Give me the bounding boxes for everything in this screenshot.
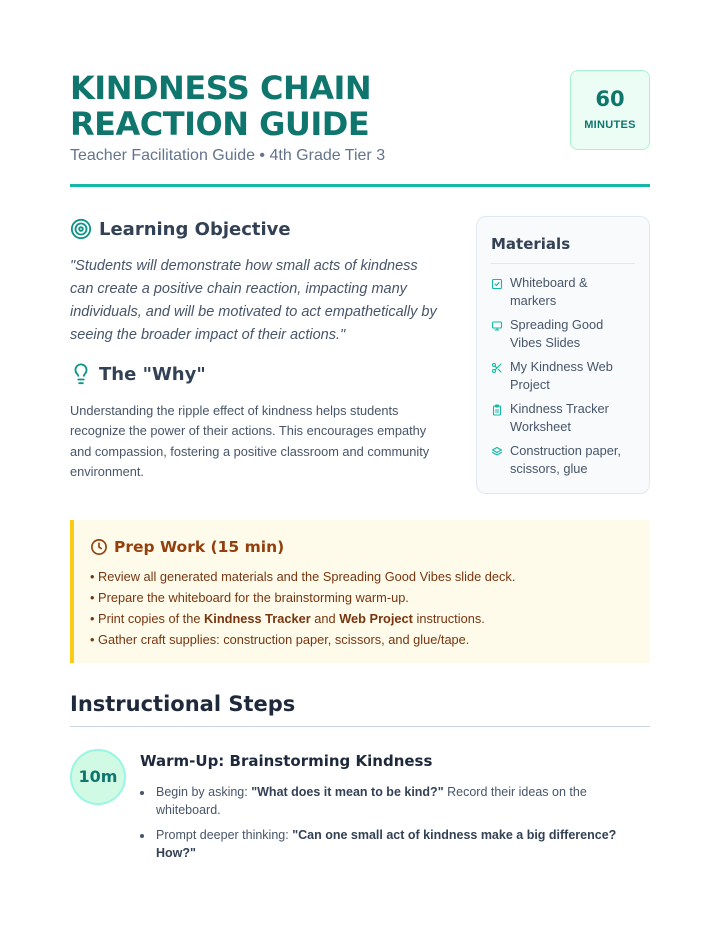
instruction-divider [70, 726, 650, 727]
step-bullet-bold: "What does it mean to be kind?" [251, 785, 444, 799]
material-item [491, 358, 635, 394]
objective-heading-row [70, 216, 442, 242]
guide-header [70, 70, 650, 186]
step-title: Warm-Up: Brainstorming Kindness [140, 752, 433, 770]
material-label: Spreading Good Vibes Slides [510, 317, 604, 350]
objective-text: "Students will demonstrate how small acts of kindness can create a positive chain reaction, impacting many individuals, and will be motivated to act empathetically by seeing the broader impact of their actions." [70, 258, 437, 343]
duration-badge [570, 70, 650, 150]
prep-work-callout [70, 520, 650, 663]
material-label: Kindness Tracker Worksheet [510, 401, 609, 434]
why-heading: The "Why" [99, 363, 206, 385]
objective-heading: Learning Objective [99, 218, 291, 240]
prep-item [90, 587, 650, 608]
step-bullet-text: Prompt deeper thinking: [156, 828, 293, 842]
scissors-icon [491, 362, 503, 374]
materials-divider [491, 263, 635, 264]
material-item [491, 316, 635, 352]
step-bullet-bold: "Can one small act of kindness make a big difference? How?" [156, 828, 617, 860]
materials-list [491, 274, 635, 478]
prep-item-text: and [310, 611, 340, 626]
page-subtitle: Teacher Facilitation Guide • 4th Grade Tier 3 [70, 147, 386, 164]
prep-heading: Prep Work (15 min) [114, 538, 285, 556]
header-divider [70, 184, 650, 187]
step-bullet [154, 826, 640, 862]
prep-item-text: • Print copies of the [90, 611, 205, 626]
prep-item-text: instructions. [412, 611, 485, 626]
prep-item-text: • Prepare the whiteboard for the brainstorming warm-up. [90, 590, 409, 605]
prep-item-text: • Review all generated materials and the Spreading Good Vibes slide deck. [90, 569, 516, 584]
instruction-heading: Instructional Steps [70, 692, 296, 716]
prep-item [90, 608, 650, 629]
why-heading-row [70, 361, 442, 387]
materials-card [476, 216, 650, 494]
prep-item-bold: Kindness Tracker [204, 611, 311, 626]
page-title: KINDNESS CHAIN REACTION GUIDE [70, 69, 372, 143]
material-item [491, 274, 635, 310]
prep-item-text: • Gather craft supplies: construction paper, scissors, and glue/tape. [90, 632, 470, 647]
lightbulb-icon [70, 363, 92, 385]
prep-heading-row [90, 538, 650, 556]
material-item [491, 442, 635, 478]
material-label: Construction paper, scissors, glue [510, 443, 621, 476]
material-item [491, 400, 635, 436]
step-bullet-text: Begin by asking: [156, 785, 252, 799]
materials-heading: Materials [491, 235, 571, 253]
material-label: My Kindness Web Project [510, 359, 613, 392]
clipboard-icon [491, 404, 503, 416]
step-bullet [154, 783, 640, 819]
prep-list [90, 566, 650, 650]
clock-icon [90, 538, 108, 556]
step-duration-badge: 10m [70, 749, 126, 805]
why-text: Understanding the ripple effect of kindness helps students recognize the power of their actions. This encourages empathy and compassion, fostering a positive classroom and community environment. [70, 403, 430, 479]
prep-item-bold: Web Project [339, 611, 413, 626]
guide-page [70, 69, 650, 860]
prep-item [90, 566, 650, 587]
step-body [140, 752, 640, 869]
monitor-icon [491, 320, 503, 332]
layers-icon [491, 446, 503, 458]
left-column [70, 216, 442, 482]
prep-item [90, 629, 650, 650]
duration-value: 60 [595, 87, 625, 111]
step-bullet-list [140, 783, 640, 862]
material-label: Whiteboard & markers [510, 275, 588, 308]
step-bullet-text: Record their ideas on the whiteboard. [156, 785, 587, 817]
duration-unit: MINUTES [584, 119, 636, 131]
target-icon [70, 218, 92, 240]
checkbox-icon [491, 278, 503, 290]
